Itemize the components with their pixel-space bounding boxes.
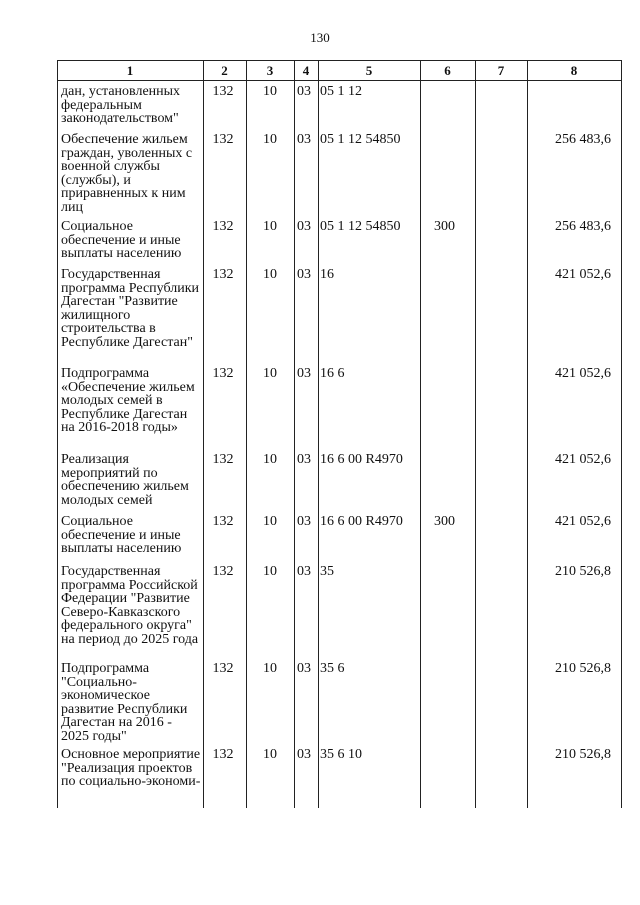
header-col-6: 6	[444, 63, 451, 78]
cell-c3: 10	[263, 452, 277, 467]
cell-c2: 132	[212, 514, 234, 529]
column-divider	[57, 60, 58, 808]
cell-c6: 300	[434, 514, 455, 529]
header-col-7: 7	[497, 63, 505, 78]
row-name: Государственная программа Российской Федерации "Развитие Северо-Кавказского федерального округа" на период до 2025 года	[61, 564, 199, 647]
cell-c4: 03	[297, 267, 311, 282]
cell-c4: 03	[297, 661, 311, 676]
column-divider	[475, 60, 476, 808]
page-number: 130	[310, 30, 330, 45]
cell-c4: 03	[297, 366, 311, 381]
cell-c3: 10	[263, 747, 277, 762]
cell-c8: 421 052,6	[555, 366, 611, 381]
cell-c8: 421 052,6	[555, 452, 611, 467]
cell-c3: 10	[263, 219, 277, 234]
cell-c5: 05 1 12 54850	[320, 219, 401, 234]
cell-c5: 35 6 10	[320, 747, 362, 762]
cell-c5: 05 1 12	[320, 84, 362, 99]
cell-c2: 132	[212, 267, 234, 282]
cell-c5: 16 6 00 R4970	[320, 452, 403, 467]
cell-c5: 16 6	[320, 366, 345, 381]
header-col-8: 8	[570, 63, 578, 78]
cell-c5: 16 6 00 R4970	[320, 514, 403, 529]
row-name: Подпрограмма «Обеспечение жильем молодых семей в Республике Дагестан на 2016-2018 годы»	[61, 366, 195, 435]
row-name: Социальное обеспечение и иные выплаты населению	[61, 514, 182, 556]
header-bottom-border	[57, 80, 621, 81]
header-col-4: 4	[302, 63, 310, 78]
cell-c6: 300	[434, 219, 455, 234]
row-name: Социальное обеспечение и иные выплаты населению	[61, 219, 182, 261]
cell-c2: 132	[212, 747, 234, 762]
cell-c5: 16	[320, 267, 334, 282]
cell-c2: 132	[212, 219, 234, 234]
column-divider	[527, 60, 528, 808]
cell-c3: 10	[263, 267, 277, 282]
cell-c4: 03	[297, 132, 311, 147]
cell-c3: 10	[263, 514, 277, 529]
cell-c5: 35 6	[320, 661, 345, 676]
column-divider	[203, 60, 204, 808]
column-divider	[246, 60, 247, 808]
column-divider	[420, 60, 421, 808]
header-col-3: 3	[266, 63, 274, 78]
row-name: Государственная программа Республики Дагестан "Развитие жилищного строительства в Республике Дагестан"	[61, 267, 200, 350]
cell-c2: 132	[212, 84, 234, 99]
column-divider	[294, 60, 295, 808]
cell-c4: 03	[297, 564, 311, 579]
row-name: Реализация мероприятий по обеспечению жильем молодых семей	[61, 452, 189, 508]
header-col-5: 5	[365, 63, 373, 78]
header-col-1: 1	[126, 63, 134, 78]
column-divider	[318, 60, 319, 808]
cell-c8: 256 483,6	[555, 219, 611, 234]
cell-c4: 03	[297, 514, 311, 529]
cell-c8: 210 526,8	[555, 747, 611, 762]
cell-c3: 10	[263, 564, 277, 579]
cell-c2: 132	[212, 366, 234, 381]
cell-c4: 03	[297, 452, 311, 467]
row-name: Основное мероприятие "Реализация проектов по социально-экономи-	[61, 747, 201, 789]
cell-c8: 421 052,6	[555, 267, 611, 282]
cell-c5: 05 1 12 54850	[320, 132, 401, 147]
table-top-border	[57, 60, 621, 61]
header-col-2: 2	[221, 63, 228, 78]
cell-c2: 132	[212, 132, 234, 147]
cell-c2: 132	[212, 452, 234, 467]
cell-c8: 210 526,8	[555, 564, 611, 579]
cell-c2: 132	[212, 564, 234, 579]
row-name: дан, установленных федеральным законодательством"	[61, 84, 181, 126]
cell-c4: 03	[297, 747, 311, 762]
row-name: Подпрограмма "Социально-экономическое развитие Республики Дагестан на 2016 - 2025 годы"	[61, 661, 188, 744]
cell-c2: 132	[212, 661, 234, 676]
cell-c8: 210 526,8	[555, 661, 611, 676]
cell-c3: 10	[263, 132, 277, 147]
cell-c5: 35	[320, 564, 334, 579]
cell-c8: 256 483,6	[555, 132, 611, 147]
cell-c3: 10	[263, 84, 277, 99]
cell-c3: 10	[263, 366, 277, 381]
row-name: Обеспечение жильем граждан, уволенных с военной службы (службы), и приравненных к ним лиц	[61, 132, 193, 215]
cell-c4: 03	[297, 219, 311, 234]
cell-c3: 10	[263, 661, 277, 676]
cell-c4: 03	[297, 84, 311, 99]
cell-c8: 421 052,6	[555, 514, 611, 529]
column-divider	[621, 60, 622, 808]
